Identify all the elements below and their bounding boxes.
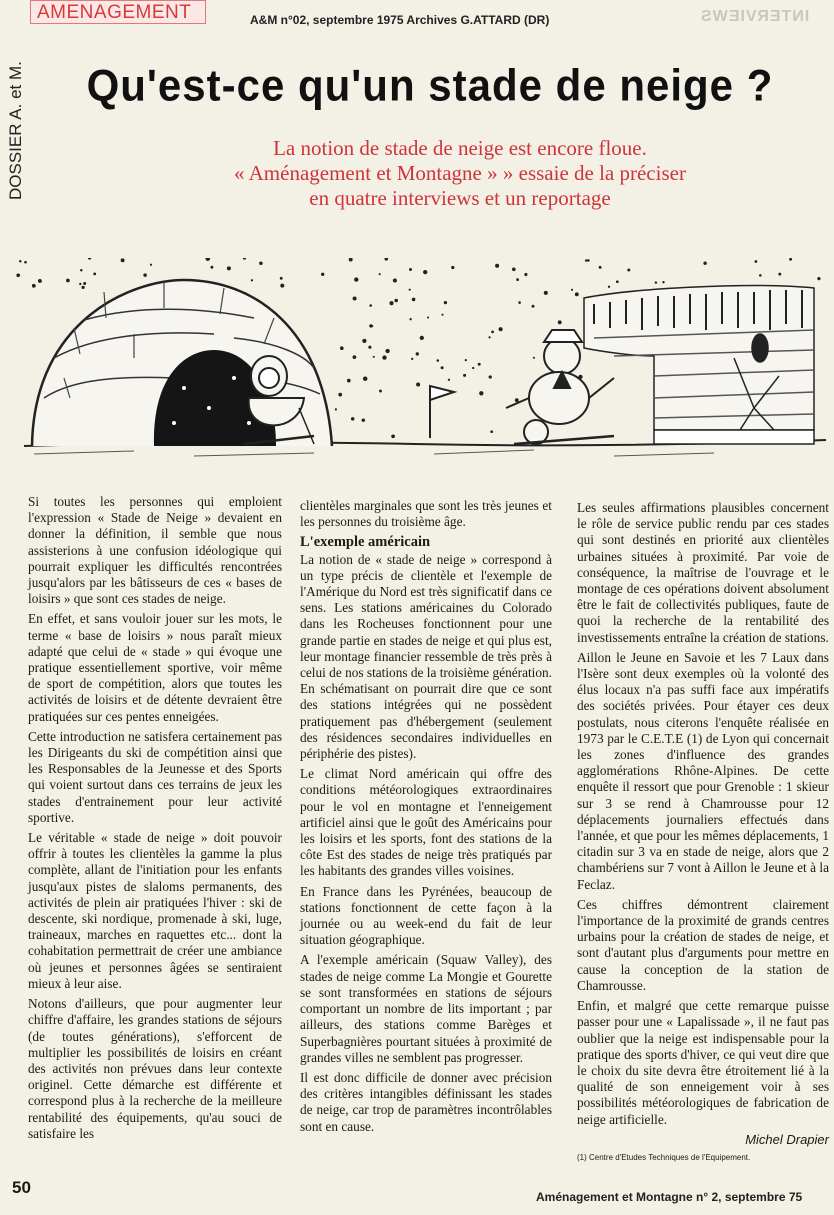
snowflake [373, 356, 375, 358]
stadium-stands [584, 286, 814, 444]
page-title: Qu'est-ce qu'un stade de neige ? [86, 60, 774, 111]
snowflake [251, 279, 253, 281]
snowflake [379, 390, 382, 393]
snowflake [524, 273, 527, 276]
author-signature: Michel Drapier [745, 1131, 829, 1147]
snowflake [362, 339, 366, 343]
snowflake [490, 430, 493, 433]
snowflake [338, 393, 342, 397]
snowflake [353, 296, 357, 300]
snowflake [488, 336, 490, 338]
snowflake [448, 379, 450, 381]
snowflake [558, 320, 562, 324]
snowflake [441, 366, 444, 369]
ghost-interviews: INTERVIEWS [700, 8, 810, 25]
snowflake [79, 283, 81, 285]
snowflake [349, 258, 353, 261]
snowflake [227, 266, 231, 270]
snowflake [143, 273, 147, 277]
snowflake [544, 291, 548, 295]
snowflake [532, 305, 535, 308]
archive-credit: A&M n°02, septembre 1975 Archives G.ATTARD (DR) [250, 13, 550, 27]
snowflake [340, 346, 344, 350]
snowflake [409, 318, 411, 320]
snowflake [93, 273, 96, 276]
snowflake [420, 336, 424, 340]
page-number: 50 [12, 1178, 31, 1197]
paragraph: Le véritable « stade de neige » doit pouvoir offrir à toutes les clientèles la gamme la plus complète, allant de l'initiation pour les enfants jusqu'aux pistes de slaloms permanents, des activités de plein air pratiquées l'hiver : ski de descente, ski nordique, promenade à ski, luge, traineaux, marches en raquettes etc... dont la cohabitation permettrait de créer une ambiance où jeunes et personnes âgées se sentiraient mieux à leur aise. [28, 830, 282, 991]
snowflake [479, 391, 483, 395]
snowflake [38, 279, 42, 283]
snowflake [88, 258, 91, 260]
snowflake [369, 304, 372, 307]
snowflake [394, 299, 398, 303]
snowflake [81, 286, 84, 289]
snowflake [755, 260, 758, 263]
snowflake [472, 367, 474, 369]
snowflake [368, 346, 371, 349]
paragraph: Aillon le Jeune en Savoie et les 7 Laux dans l'Isère sont deux exemples où la volonté des élus locaux n'a pas suffi face aux impératifs des sociétés privées. Pour étayer ces deux postulats, nous citerons l'enquête réalisée en 1973 par le C.E.T.E (1) de Lyon qui concernait les zones d'influence des grandes agglomérations Rhône-Alpines. De cette enquête il ressort que pour Grenoble : 1 skieur sur 3 se rend à Chamrousse pour 12 déplacements journaliers effectués dans l'année, et que pour les mêmes déplacements, 1 citadin sur 3 va en stade de neige, alors que 2 chambériens sur 7 vont à Aillon le Jeune et à la Feclaz. [577, 649, 829, 892]
snowflake [451, 266, 454, 269]
paragraph: En effet, et sans vouloir jouer sur les mots, le terme « base de loisirs » nous paraît mieux adapté que celui de « stade » qui évoque une pratique essentiellement sportive, voir même de sport de compétition, alors que toutes les activités de loisirs et de détente devraient être pratiquées sur ces pentes enneigées. [28, 611, 282, 724]
snowflake [778, 273, 781, 276]
snowflake [32, 284, 36, 288]
snowflake [66, 279, 70, 283]
snowflake [80, 269, 82, 271]
paragraph: En France dans les Pyrénées, beaucoup de stations fonctionnent de cette façon à la journée ou au week-end du fait de leur situation géographique. [300, 883, 552, 948]
section-heading: L'exemple américain [300, 534, 431, 551]
paragraph: Les seules affirmations plausibles concernent le rôle de service public rendu par ces stades qui sont destinés en priorité aux clientèles urbaines situées à proximité. Par voie de conséquence, la maîtrise de l'ouvrage et le montage de ces opérations doivent absolument être le fait de collectivités publiques, faute de quoi la recherche de la rentabilité des investissements entraîne la création de stations. [577, 500, 829, 645]
snowflake [259, 262, 263, 266]
paragraph: A l'exemple américain (Squaw Valley), des stades de neige comme La Mongie et Gourette se sont transformées en stations de séjours comportant un nombre de lits important ; par ailleurs, des stations comme Barèges et Superbagnières pourtant situées à proximité de grandes villes ne semblent pas progresser. [300, 952, 552, 1065]
side-dossier-label: DOSSIER A. et M. [6, 61, 25, 200]
snowflake [655, 281, 657, 283]
snowflake [382, 355, 386, 359]
snowflake [385, 349, 389, 353]
snowflake [206, 258, 211, 261]
snowflake [703, 262, 706, 265]
snowflake [83, 282, 86, 285]
snowflake [599, 266, 602, 269]
snowflake [391, 434, 395, 438]
snowflake [411, 358, 413, 360]
paragraph: La notion de « stade de neige » correspond à un type précis de clientèle et l'exemple de l'Amérique du Nord est très significatif dans ce sens. Les stations américaines du Colorado dans les Rocheuses fonctionnent pour une grande partie en stades de neige et qui plus est, leur montage financier ressemble de très près à celui de nos stations de la troisième génération. En schématisant on pourrait dire que ce sont des stations intégrées qui ne possèdent pratiquement pas d'hébergement (seulement des résidences secondaires individuelles en périphérie des pistes). [300, 551, 552, 762]
snowflake [495, 264, 499, 268]
snowflake [150, 264, 152, 266]
snowflake [409, 289, 411, 291]
subtitle-line: « Aménagement et Montagne » » essaie de la préciser [234, 161, 686, 185]
snowflake [416, 382, 420, 386]
subtitle-line: La notion de stade de neige est encore floue. [273, 136, 647, 160]
snowflake [587, 259, 590, 262]
snowflake [516, 278, 519, 281]
snowflake [393, 278, 397, 282]
subtitle [140, 136, 780, 211]
snowflake [24, 261, 27, 264]
publication-footer: Aménagement et Montagne n° 2, septembre 75 [536, 1190, 803, 1204]
slalom-flag-icon [430, 386, 454, 438]
snowflake [389, 301, 393, 305]
snowflake [280, 284, 284, 288]
snowflake [759, 274, 762, 277]
snowflake [533, 357, 535, 359]
snowflake [575, 292, 579, 296]
snowflake [363, 376, 368, 381]
snowflake [518, 301, 521, 304]
paragraph: clientèles marginales que sont les très jeunes et les personnes du troisième âge. [300, 498, 552, 530]
subtitle-line: en quatre interviews et un reportage [309, 186, 611, 210]
snowflake [412, 298, 416, 302]
snowflake [627, 268, 630, 271]
section-tag: AMENAGEMENT [30, 0, 206, 24]
snowflake [354, 277, 358, 281]
snowflake [489, 375, 492, 378]
snowflake [585, 259, 587, 261]
snowflake [379, 273, 381, 275]
snowflake [280, 277, 283, 280]
snowflake [463, 374, 466, 377]
paragraph: Enfin, et malgré que cette remarque puisse passer pour une « Lapalissade », il ne faut pas oublier que la neige est indispensable pour la pratique des sports d'hiver, ce qui veut dire que le choix du site devra être étroitement lié à la qualité de son enneigement voir à ses possibilités météorologiques de fabrication de neige artificielle. [577, 998, 829, 1127]
snowflake [384, 258, 388, 261]
paragraph: Notons d'ailleurs, que pour augmenter leur chiffre d'affaire, les grandes stations de séjours (de toutes générations), s'efforcent de multiplier les possibilités de loisirs en créant des activités non prévues dans leur contexte originel. Cette démarche est différente et correspond plus à la recherche de la meilleure rentabilité des équipements, qu'au souci de satisfaire les [28, 996, 282, 1141]
footnote: (1) Centre d'Etudes Techniques de l'Equipement. [577, 1152, 751, 1162]
snowflake [347, 379, 351, 383]
snowflake [416, 352, 419, 355]
snowflake [210, 266, 213, 269]
snowflake [362, 418, 365, 421]
paragraph: Le climat Nord américain qui offre des conditions météorologiques extraordinaires pour le vol en montagne et l'enneigement artificiel ainsi que le goût des Américains pour les loisirs et les sports, font des stations de la côte Est des stades de neige très pratiqués par les habitants des grandes villes voisines. [300, 766, 552, 879]
snowflake [515, 398, 519, 402]
snowflake [478, 363, 481, 366]
snowflake [437, 359, 440, 362]
snow-cartoon-illustration [14, 258, 826, 470]
paragraph: Cette introduction ne satisfera certainement pas les Dirigeants du ski de compétition ainsi que les Responsables de la Jeunesse et des Sports qui voient surtout dans ces terrains de jeux les stades d'entrainement pour leur activité sportive. [28, 728, 282, 825]
snowflake [243, 258, 246, 260]
article-column-1 [28, 494, 282, 1146]
snowflake [789, 258, 792, 261]
snowflake [351, 417, 354, 420]
snowflake [571, 289, 573, 291]
paragraph: Ces chiffres démontrent clairement l'importance de la proximité de grands centres urbains pour la création de stades de neige, et sont d'autant plus d'arguments pour mettre en cause la conception de la station de Chamrousse. [577, 896, 829, 993]
snowflake [817, 277, 820, 280]
snowflake [444, 301, 447, 304]
snowflake [335, 408, 337, 410]
article-column-2 [300, 498, 552, 1139]
paragraph: Si toutes les personnes qui emploient l'expression « Stade de Neige » devaient en donner la définition, il semble que nous assisterions à une confusion idéologique qui pourrait expliquer les difficultés rencontrées jusqu'alors par les bâtisseurs de ces « bases de loisirs » que sont ces stades de neige. [28, 494, 282, 607]
snowflake [423, 270, 427, 274]
snowflake [371, 325, 373, 327]
snowflake [321, 273, 324, 276]
snowflake [499, 327, 503, 331]
snowflake [441, 314, 443, 316]
snowflake [427, 316, 429, 318]
snowflake [491, 331, 494, 334]
snowflake [409, 268, 412, 271]
paragraph: Il est donc difficile de donner avec précision des critères intangibles définissant les stades de neige, car trop de paramètres incontrôlables sont en cause. [300, 1069, 552, 1134]
snowflake [616, 280, 619, 283]
snowflake [512, 267, 516, 271]
snowflake [16, 273, 20, 277]
snowflake [353, 355, 357, 359]
snowflake [608, 286, 610, 288]
snowflake [121, 258, 125, 262]
article-column-3 [577, 500, 829, 1166]
snowflake [662, 281, 664, 283]
snowflake [19, 260, 21, 262]
snowflake [465, 359, 467, 361]
